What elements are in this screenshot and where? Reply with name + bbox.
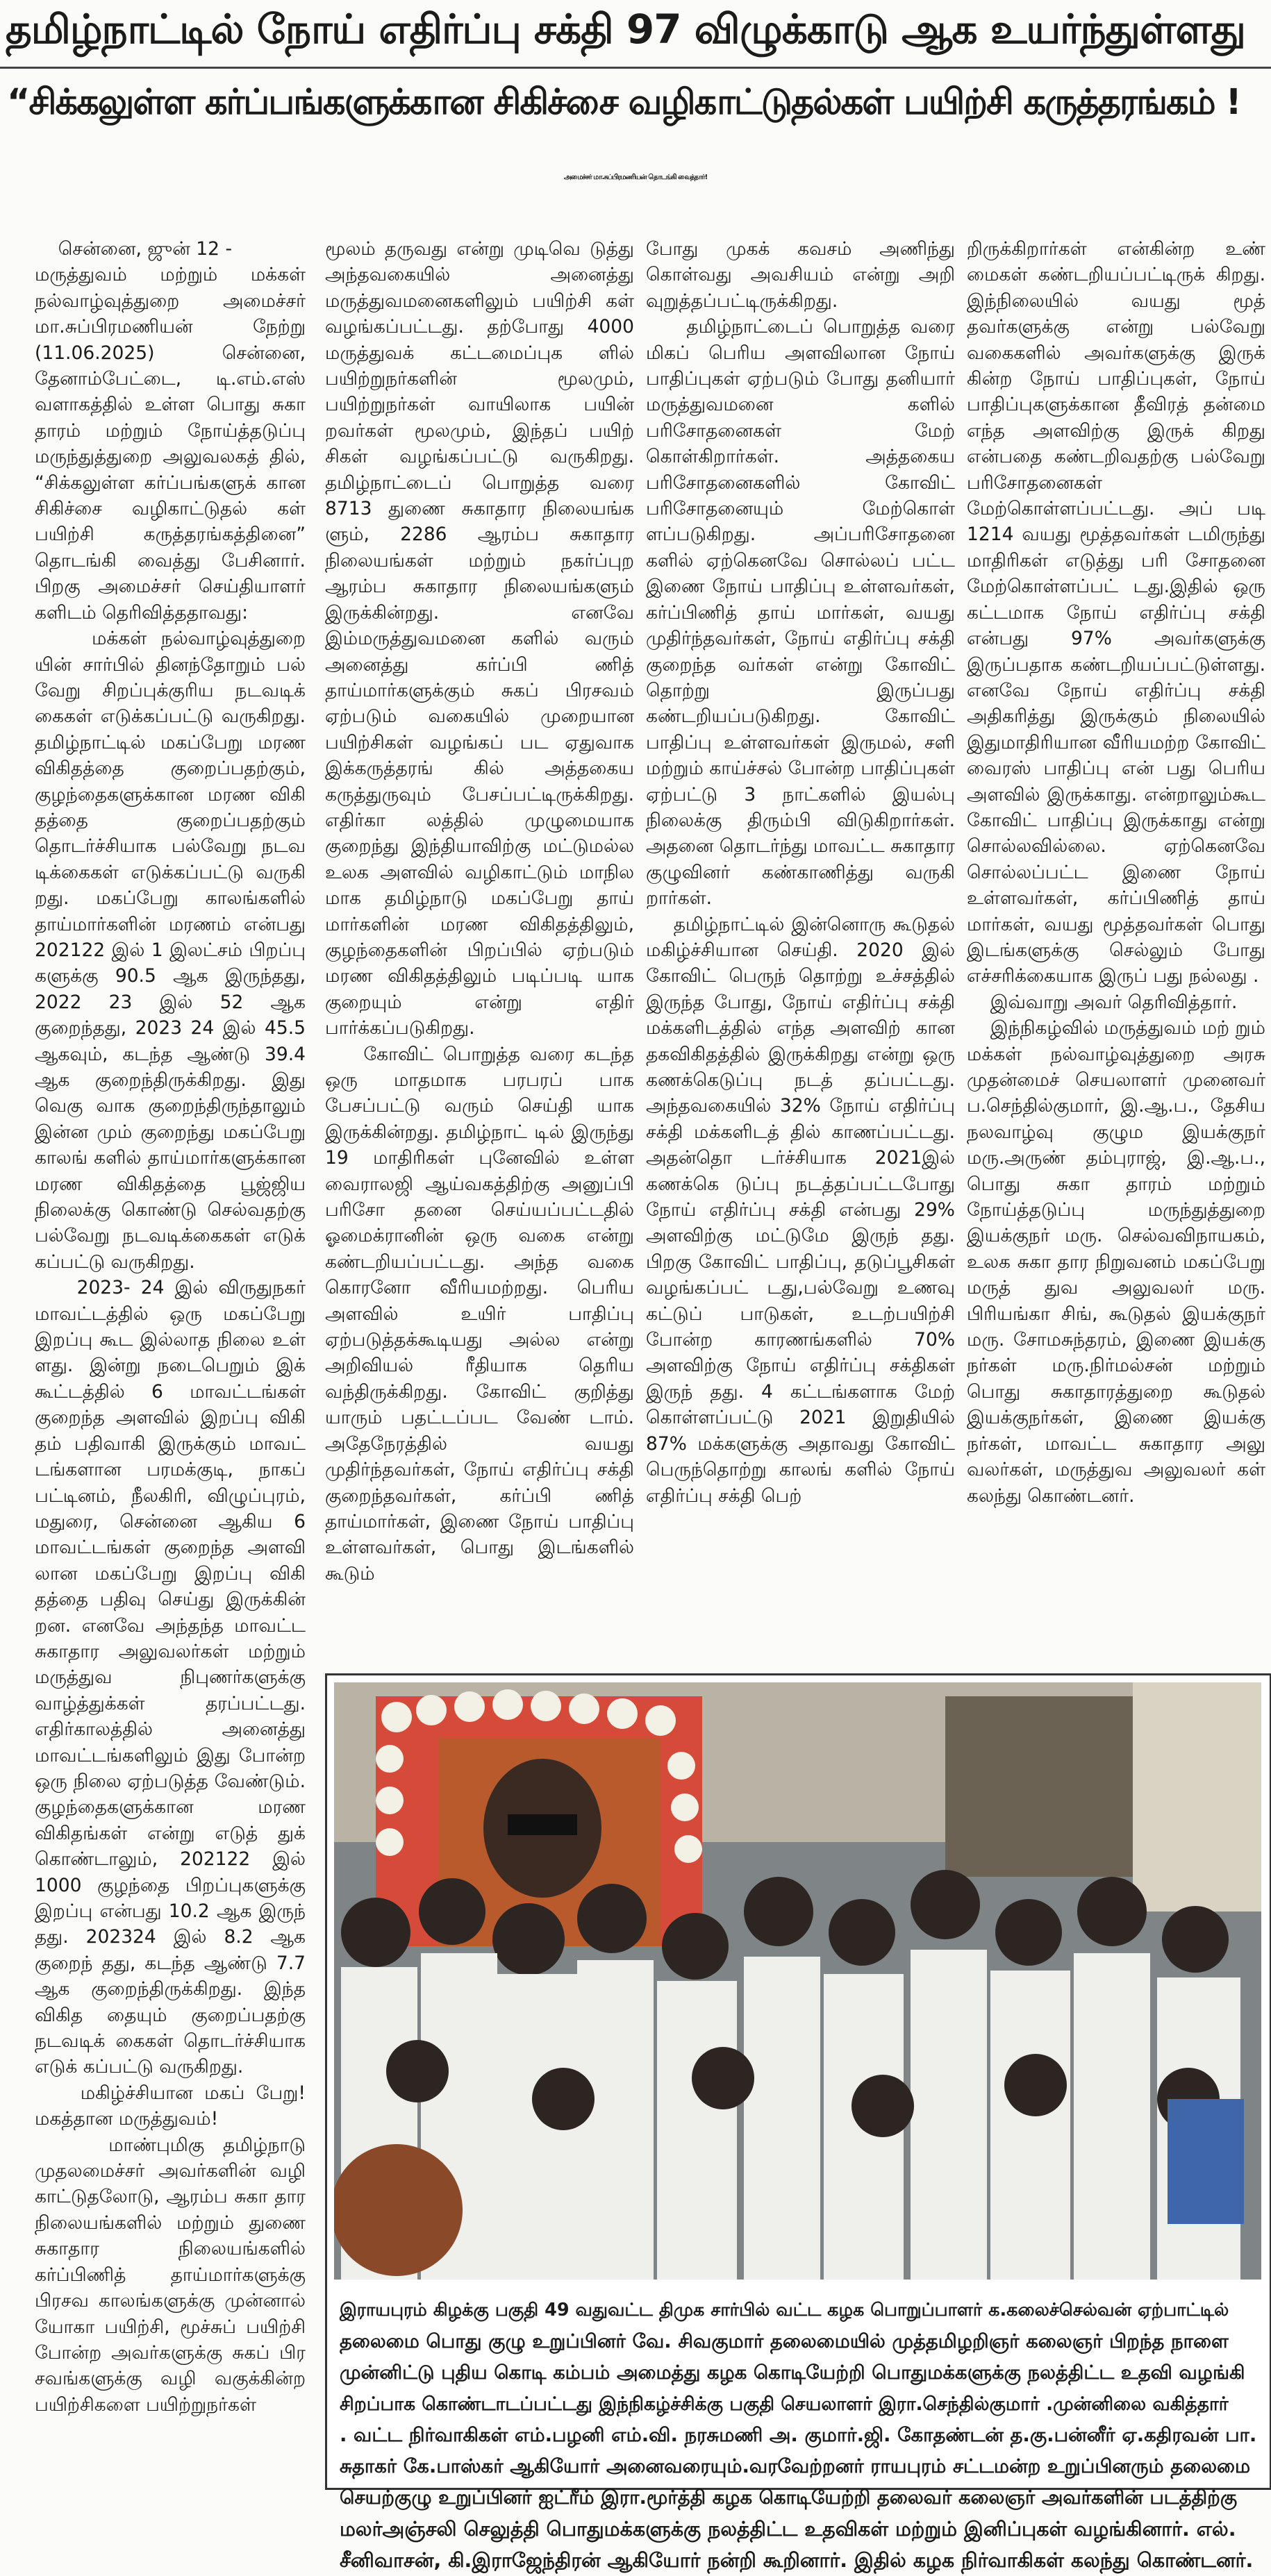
- paragraph: கோவிட் பொறுத்த வரை கடந்த ஒரு மாதமாக பரபரப் பாக பேசப்பட்டு வரும் செய்தி யாக இருக்கின்றது. தமிழ்நாட் டில் இருந்து 19 மாதிரிகள் புனேவில் உள்ள வைராலஜி ஆய்வகத்திற்கு அனுப்பி பரிசோ தனை செய்யப்பட்டதில் ஓமைக்ரானின் ஒரு வகை என்று கண்டறியப்பட்டது. அந்த வகை கொரனோ வீரியமற்றது. பெரிய அளவில் உயிர் பாதிப்பு ஏற்படுத்தக்கூடியது அல்ல என்று அறிவியல் ரீதியாக தெரிய வந்திருக்கிறது. கோவிட் குறித்து யாரும் பதட்டப்பட வேண் டாம். அதேநேரத்தில் வயது முதிர்ந்தவர்கள், நோய் எதிர்ப்பு சக்தி குறைந்தவர்கள், கர்ப்பி ணித் தாய்மார்கள், இணை நோய் பாதிப்பு உள்ளவர்கள், பொது இடங்களில் கூடும்: [325, 1043, 640, 1584]
- paragraph: மூலம் தருவது என்று முடிவெ டுத்து அந்தவகையில் அனைத்து மருத்துவமனைகளிலும் பயிற்சி கள் வழங்கப்பட்டது. தற்போது 4000 மருத்துவக் கட்டமைப்புக ளில் பயிற்றுநர்களின் மூலமும், பயிற்றுநர்கள் வாயிலாக பயின் றவர்கள் மூலமும், இந்தப் பயிற் சிகள் வழங்கப்பட்டு வருகிறது. தமிழ்நாட்டைப் பொறுத்த வரை 8713 துணை சுகாதார நிலையங்க ளும், 2286 ஆரம்ப சுகாதார நிலையங்கள் மற்றும் நகர்ப்புற ஆரம்ப சுகாதார நிலையங்களும் இருக்கின்றது. எனவே இம்மருத்துவமனை களில் வரும் அனைத்து கர்ப்பி ணித் தாய்மார்களுக்கும் சுகப் பிரசவம் ஏற்படும் வகையில் முறையான பயிற்சிகள் வழங்கப் பட ஏதுவாக இக்கருத்தரங் கில் அத்தகைய கருத்துருவும் பேசப்பட்டிருக்கிறது. எதிர்கா லத்தில் முழுமையாக குறைந்து இந்தியாவிற்கு மட்டுமல்ல உலக அளவில் வழிகாட்டும் மாநில மாக தமிழ்நாடு மகப்பேறு தாய் மார்களின் மரண விகிதத்திலும், குழந்தைகளின் பிறப்பில் ஏற்படும் மரண விகிதத்திலும் படிப்படி யாக குறையும் என்று எதிர் பார்க்கப்படுகிறது.: [325, 238, 640, 1039]
- paragraph: மக்கள் நல்வாழ்வுத்துறை யின் சார்பில் தினந்தோறும் பல் வேறு சிறப்புக்குரிய நடவடிக் கைகள் எடுக்கப்பட்டு வருகிறது. தமிழ்நாட்டில் மகப்பேறு மரண விகிதத்தை குறைப்பதற்கும், குழந்தைகளுக்கான மரண விகி தத்தை குறைப்பதற்கும் தொடர்ச்சியாக பல்வேறு நடவ டிக்கைகள் எடுக்கப்பட்டு வருகி றது. மகப்பேறு காலங்களில் தாய்மார்களின் மரணம் என்பது 202122 இல் 1 இலட்சம் பிறப்பு களுக்கு 90.5 ஆக இருந்தது, 2022 23 இல் 52 ஆக குறைந்தது, 2023 24 இல் 45.5 ஆகவும், கடந்த ஆண்டு 39.4 ஆக குறைந்திருக்கிறது. இது வெகு வாக குறைந்திருந்தாலும் இன்ன மும் குறைந்து மகப்பேறு காலங் களில் தாய்மார்களுக்கான மரண விகிதத்தை பூஜ்ஜிய நிலைக்கு கொண்டு செல்வதற்கு பல்வேறு நடவடிக்கைகள் எடுக் கப்பட்டு வருகிறது.: [35, 628, 312, 1273]
- paragraph: இவ்வாறு அவர் தெரிவித்தார்.: [967, 991, 1238, 1013]
- top-banner: [0, 0, 1271, 69]
- caption-line: சுதாகர் கே.பாஸ்கர் ஆகியோர் அனைவரையும்.வரவேற்றனர் ராயபுரம் சட்டமன்ற உறுப்பினரும் தலைமை: [340, 2455, 1251, 2477]
- paragraph: மாண்புமிகு தமிழ்நாடு முதலமைச்சர் அவர்களின் வழி காட்டுதலோடு, ஆரம்ப சுகா தார நிலையங்களில் மற்றும் துணை சுகாதார நிலையங்களில் கர்ப்பிணித் தாய்மார்களுக்கு பிரசவ காலங்களுக்கு முன்னால் யோகா பயிற்சி, மூச்சுப் பயிற்சி போன்ற அவர்களுக்கு சுகப் பிர சவங்களுக்கு வழி வகுக்கின்ற பயிற்சிகளை பயிற்றுநர்கள்: [35, 2134, 312, 2416]
- paragraph: மருத்துவம் மற்றும் மக்கள் நல்வாழ்வுத்துறை அமைச்சர் மா.சுப்பிரமணியன் நேற்று (11.06.2025) சென்னை, தேனாம்பேட்டை, டி.எம்.எஸ் வளாகத்தில் உள்ள பொது சுகா தாரம் மற்றும் நோய்த்தடுப்பு மருந்துத்துறை அலுவலகத் தில், “சிக்கலுள்ள கர்ப்பங்களுக் கான சிகிச்சை வழிகாட்டுதல் கள் பயிற்சி கருத்தரங்கத்தினை” தொடங்கி வைத்து பேசினார். பிறகு அமைச்சர் செய்தியாளர் களிடம் தெரிவித்ததாவது:: [35, 264, 312, 624]
- crowd-photo-illustration: [334, 1682, 1261, 2280]
- caption-line: செயற்குழு உறுப்பினர் ஐட்ரீம் இரா.மூர்த்தி கழக கொடியேற்றி தலைவர் கலைஞர் அவர்களின் படத்திற்கு: [340, 2486, 1238, 2509]
- paragraph: தமிழ்நாட்டில் இன்னொரு கூடுதல் மகிழ்ச்சியான செய்தி. 2020 இல் கோவிட் பெருந் தொற்று உச்சத்தில் இருந்த போது, நோய் எதிர்ப்பு சக்தி மக்களிடத்தில் எந்த அளவிற் கான தகவிகிதத்தில் இருக்கிறது என்று ஒரு கணக்கெடுப்பு நடத் தப்பட்டது. அந்தவகையில் 32% நோய் எதிர்ப்பு சக்தி மக்களிடத் தில் காணப்பட்டது. அதன்தொ டர்ச்சியாக 2021இல் கணக்கெ டுப்பு நடத்தப்பட்டபோது நோய் எதிர்ப்பு சக்தி என்பது 29% அளவிற்கு மட்டுமே இருந் தது. பிறகு கோவிட் பாதிப்பு, தடுப்பூசிகள் வழங்கப்பட் டது,பல்வேறு உணவு கட்டுப் பாடுகள், உடற்பயிற்சி போன்ற காரணங்களில் 70% அளவிற்கு நோய் எதிர்ப்பு சக்திகள் இருந் தது. 4 கட்டங்களாக மேற் கொள்ளப்பட்டு 2021 இறுதியில் 87% மக்களுக்கு அதாவது கோவிட் பெருந்தொற்று காலங் களில் நோய் எதிர்ப்பு சக்தி பெற்: [646, 913, 961, 1507]
- caption-line: தலைமை பொது குழு உறுப்பினர் வே. சிவகுமார் தலைமையில் முத்தமிழறிஞர் கலைஞர் பிறந்த நாளை: [340, 2330, 1229, 2352]
- article-column-2: [325, 236, 640, 1618]
- caption-line: இராயபுரம் கிழக்கு பகுதி 49 வதுவட்ட திமுக சார்பில் வட்ட கழக பொறுப்பாளர் க.கலைச்செல்வன் ஏற்பாட்டில்: [340, 2300, 1229, 2320]
- section-subheading: மகிழ்ச்சியான மகப் பேறு!மகத்தான மருத்துவம்!: [35, 2082, 306, 2130]
- article-column-3: [646, 236, 961, 1694]
- article-column-4: [967, 236, 1271, 1597]
- paragraph: இந்நிகழ்வில் மருத்துவம் மற் றும் மக்கள் நல்வாழ்வுத்துறை அரசு முதன்மைச் செயலாளர் முனைவர் ப.செந்தில்குமார், இ.ஆ.ப., தேசிய நலவாழ்வு குழும இயக்குநர் மரு.அருண் தம்புராஜ், இ.ஆ.ப., பொது சுகா தாரம் மற்றும் நோய்த்தடுப்பு மருந்துத்துறை இயக்குநர் மரு. செல்வவிநாயகம், உலக சுகா தார நிறுவனம் மகப்பேறு மருத் துவ அலுவலர் மரு. பிரியங்கா சிங், கூடுதல் இயக்குநர் மரு. சோமசுந்தரம், இணை இயக்கு நர்கள் மரு.நிர்மல்சன் மற்றும் பொது சுகாதாரத்துறை கூடுதல் இயக்குநர்கள், இணை இயக்கு நர்கள், மாவட்ட சுகாதார அலு வலர்கள், மருத்துவ அலுவலர் கள் கலந்து கொண்டனர்.: [967, 1017, 1271, 1507]
- paragraph: தமிழ்நாட்டைப் பொறுத்த வரை மிகப் பெரிய அளவிலான நோய் பாதிப்புகள் ஏற்படும் போது தனியார் மருத்துவமனை களில் பரிசோதனைகள் மேற் கொள்கிறார்கள். அத்தகைய பரிசோதனைகளில் கோவிட் பரிசோதனையும் மேற்கொள் ளப்படுகிறது. அப்பரிசோதனை களில் ஏற்கெனவே சொல்லப் பட்ட இணை நோய் பாதிப்பு உள்ளவர்கள், கர்ப்பிணித் தாய் மார்கள், வயது முதிர்ந்தவர்கள், நோய் எதிர்ப்பு சக்தி குறைந்த வர்கள் என்று கோவிட் தொற்று இருப்பது கண்டறியப்படுகிறது. கோவிட் பாதிப்பு உள்ளவர்கள் இருமல், சளி மற்றும் காய்ச்சல் போன்ற பாதிப்புகள் ஏற்பட்டு 3 நாட்களில் இயல்பு நிலைக்கு திரும்பி விடுகிறார்கள். அதனை தொடர்ந்து மாவட்ட சுகாதார குழுவினர் கண்காணித்து வருகி றார்கள்.: [646, 316, 961, 910]
- article-column-1: [35, 236, 312, 2479]
- subheadline: அமைச்சர் மா.சுப்பிரமணியன் தொடங்கி வைத்தார்!: [563, 174, 708, 181]
- event-photo: [334, 1682, 1261, 2280]
- dateline: சென்னை, ஜுன் 12 -: [35, 238, 233, 260]
- paragraph: 2023- 24 இல் விருதுநகர் மாவட்டத்தில் ஒரு மகப்பேறு இறப்பு கூட இல்லாத நிலை உள் ளது. இன்று நடைபெறும் இக் கூட்டத்தில் 6 மாவட்டங்கள் குறைந்த அளவில் இறப்பு விகி தம் பதிவாகி இருக்கும் மாவட் டங்களான பரமக்குடி, நாகப் பட்டினம், நீலகிரி, விழுப்புரம், மதுரை, சென்னை ஆகிய 6 மாவட்டங்கள் குறைந்த அளவி லான மகப்பேறு இறப்பு விகி தத்தை பதிவு செய்து இருக்கின் றன. எனவே அந்தந்த மாவட்ட சுகாதார அலுவலர்கள் மற்றும் மருத்துவ நிபுணர்களுக்கு வாழ்த்துக்கள் தரப்பட்டது. எதிர்காலத்தில் அனைத்து மாவட்டங்களிலும் இது போன்ற ஒரு நிலை ஏற்படுத்த வேண்டும். குழந்தைகளுக்கான மரண விகிதங்கள் என்று எடுத் துக் கொண்டாலும், 202122 இல் 1000 குழந்தை பிறப்புகளுக்கு இறப்பு என்பது 10.2 ஆக இருந் தது. 202324 இல் 8.2 ஆக குறைந் தது, கடந்த ஆண்டு 7.7 ஆக குறைந்திருக்கிறது. இந்த விகித தையும் குறைப்பதற்கு நடவடிக் கைகள் தொடர்ச்சியாக எடுக் கப்பட்டு வருகிறது.: [35, 1277, 312, 2078]
- caption-line: முன்னிட்டு புதிய கொடி கம்பம் அமைத்து கழக கொடியேற்றி பொதுமக்களுக்கு நலத்திட்ட உதவி வழங்கி: [340, 2361, 1245, 2384]
- caption-line: மலர்அஞ்சலி செலுத்தி பொதுமக்களுக்கு நலத்திட்ட உதவிகள் மற்றும் இனிப்புகள் வழங்கினார். எல்.: [340, 2518, 1236, 2541]
- caption-line: சிறப்பாக கொண்டாடப்பட்டது இந்நிகழ்ச்சிக்கு பகுதி செயலாளர் இரா.செந்தில்குமார் .முன்னிலை வகித்தார்: [340, 2393, 1229, 2415]
- paragraph: றிருக்கிறார்கள் என்கின்ற உண் மைகள் கண்டறியப்பட்டிருக் கிறது. இந்நிலையில் வயது மூத் தவர்களுக்கு என்று பல்வேறு வகைகளில் அவர்களுக்கு இருக் கின்ற நோய் பாதிப்புகள், நோய் பாதிப்புகளுக்கான தீவிரத் தன்மை எந்த அளவிற்கு இருக் கிறது என்பதை கண்டறிவதற்கு பல்வேறு பரிசோதனைகள் மேற்கொள்ளப்பட்டது. அப் படி 1214 வயது மூத்தவர்கள் டமிருந்து மாதிரிகள் எடுத்து பரி சோதனை மேற்கொள்ளப்பட் டது.இதில் ஒரு கட்டமாக நோய் எதிர்ப்பு சக்தி என்பது 97% அவர்களுக்கு இருப்பதாக கண்டறியப்பட்டுள்ளது. எனவே நோய் எதிர்ப்பு சக்தி அதிகரித்து இருக்கும் நிலையில் இதுமாதிரியான வீரியமற்ற கோவிட் வைரஸ் பாதிப்பு என் பது பெரிய அளவில் இருக்காது. என்றாலும்கூட கோவிட் பாதிப்பு இருக்காது என்று சொல்லவில்லை. ஏற்கெனவே சொல்லப்பட்ட இணை நோய் உள்ளவர்கள், கர்ப்பிணித் தாய் மார்கள், வயது மூத்தவர்கள் பொது இடங்களுக்கு செல்லும் போது எச்சரிக்கையாக இருப் பது நல்லது .: [967, 238, 1271, 987]
- caption-line: சீனிவாசன், கி.இராஜேந்திரன் ஆகியோர் நன்றி கூறினார். இதில் கழக நிர்வாகிகள் கலந்து கொண்டனர்.: [340, 2549, 1254, 2572]
- top-banner-text: தமிழ்நாட்டில் நோய் எதிர்ப்பு சக்தி 97 விழுக்காடு ஆக உயர்ந்துள்ளது: [6, 6, 1245, 53]
- photo-box: [325, 1673, 1271, 2572]
- headline: “சிக்கலுள்ள கர்ப்பங்களுக்கான சிகிச்சை வழிகாட்டுதல்கள் பயிற்சி கருத்தரங்கம் !: [7, 82, 1240, 123]
- paragraph: போது முகக் கவசம் அணிந்து கொள்வது அவசியம் என்று அறி வுறுத்தப்பட்டிருக்கிறது.: [646, 238, 961, 312]
- caption-line: . வட்ட நிர்வாகிகள் எம்.பழனி எம்.வி. நரசுமணி அ. குமார்.ஜி. கோதண்டன் த.கு.பன்னீர் ஏ.கதிரவன் பா.: [340, 2424, 1257, 2446]
- photo-caption: [340, 2295, 1256, 2576]
